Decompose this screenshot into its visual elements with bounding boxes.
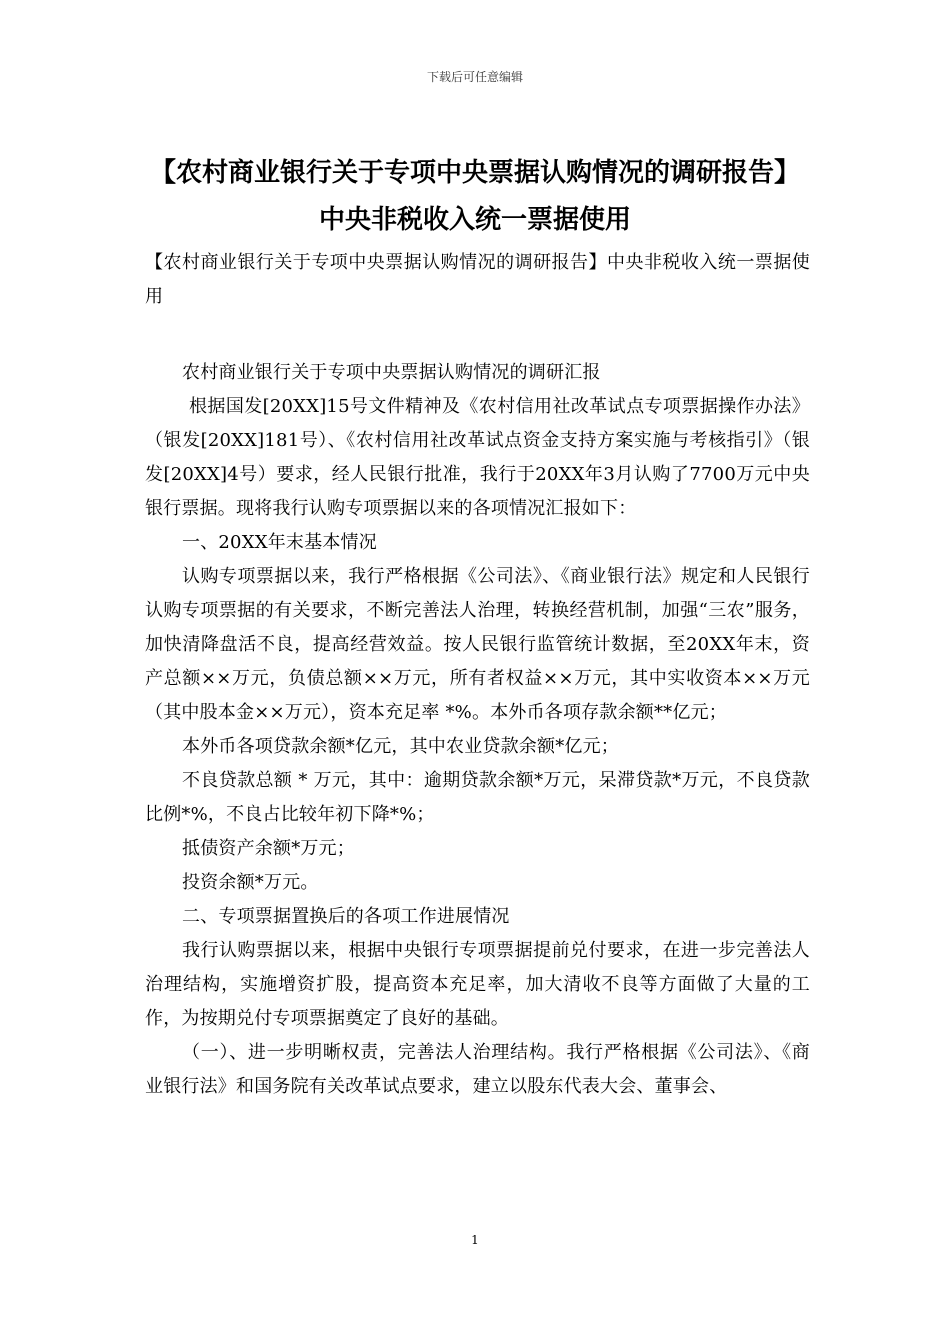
document-title-line1: 【农村商业银行关于专项中央票据认购情况的调研报告】 [149, 158, 800, 188]
paragraph-bad-loans: 不良贷款总额 * 万元，其中：逾期贷款余额*万元，呆滞贷款*万元，不良贷款比例*%，不良占比较年初下降*%； [145, 770, 810, 825]
paragraph-overview: 认购专项票据以来，我行严格根据《公司法》、《商业银行法》规定和人民银行认购专项票据的有关要求，不断完善法人治理，转换经营机制，加强“三农”服务，加快清降盘活不良，提高经营效益。按人民银行监管统计数据，至20XX年末，资产总额××万元，负债总额××万元，所有者权益××万元，其中实收资本××万元（其中股本金××万元），资本充足率 *%。本外币各项存款余额**亿元； [145, 566, 810, 723]
document-body [145, 356, 810, 1104]
document-title-line2: 中央非税收入统一票据使用 [318, 205, 631, 235]
paragraph-basis: 根据国发[20XX]15号文件精神及《农村信用社改革试点专项票据操作办法》（银发[20XX]181号）、《农村信用社改革试点资金支持方案实施与考核指引》（银发[20XX]4号）要求，经人民银行批准，我行于20XX年3月认购了7700万元中央银行票据。现将我行认购专项票据以来的各项情况汇报如下： [145, 396, 810, 519]
header-note: 下载后可任意编辑 [426, 70, 523, 84]
paragraph-investment: 投资余额*万元。 [182, 872, 319, 893]
paragraph-collateral: 抵债资产余额*万元； [182, 838, 355, 859]
paragraph-loans: 本外币各项贷款余额*亿元，其中农业贷款余额*亿元； [182, 736, 619, 757]
paragraph-governance: （一）、进一步明晰权责，完善法人治理结构。我行严格根据《公司法》、《商业银行法》和国务院有关改革试点要求，建立以股东代表大会、董事会、 [145, 1042, 810, 1097]
section-heading-1: 一、20XX年末基本情况 [182, 532, 377, 553]
subtitle-paragraph: 【农村商业银行关于专项中央票据认购情况的调研报告】中央非税收入统一票据使用 [145, 252, 810, 307]
section-heading-2: 二、专项票据置换后的各项工作进展情况 [182, 906, 510, 927]
page-number: 1 [471, 1233, 479, 1247]
subtitle-block [145, 246, 810, 314]
paragraph-progress: 我行认购票据以来，根据中央银行专项票据提前兑付要求，在进一步完善法人治理结构，实施增资扩股，提高资本充足率，加大清收不良等方面做了大量的工作，为按期兑付专项票据奠定了良好的基础。 [145, 940, 810, 1029]
report-heading: 农村商业银行关于专项中央票据认购情况的调研汇报 [182, 362, 601, 383]
